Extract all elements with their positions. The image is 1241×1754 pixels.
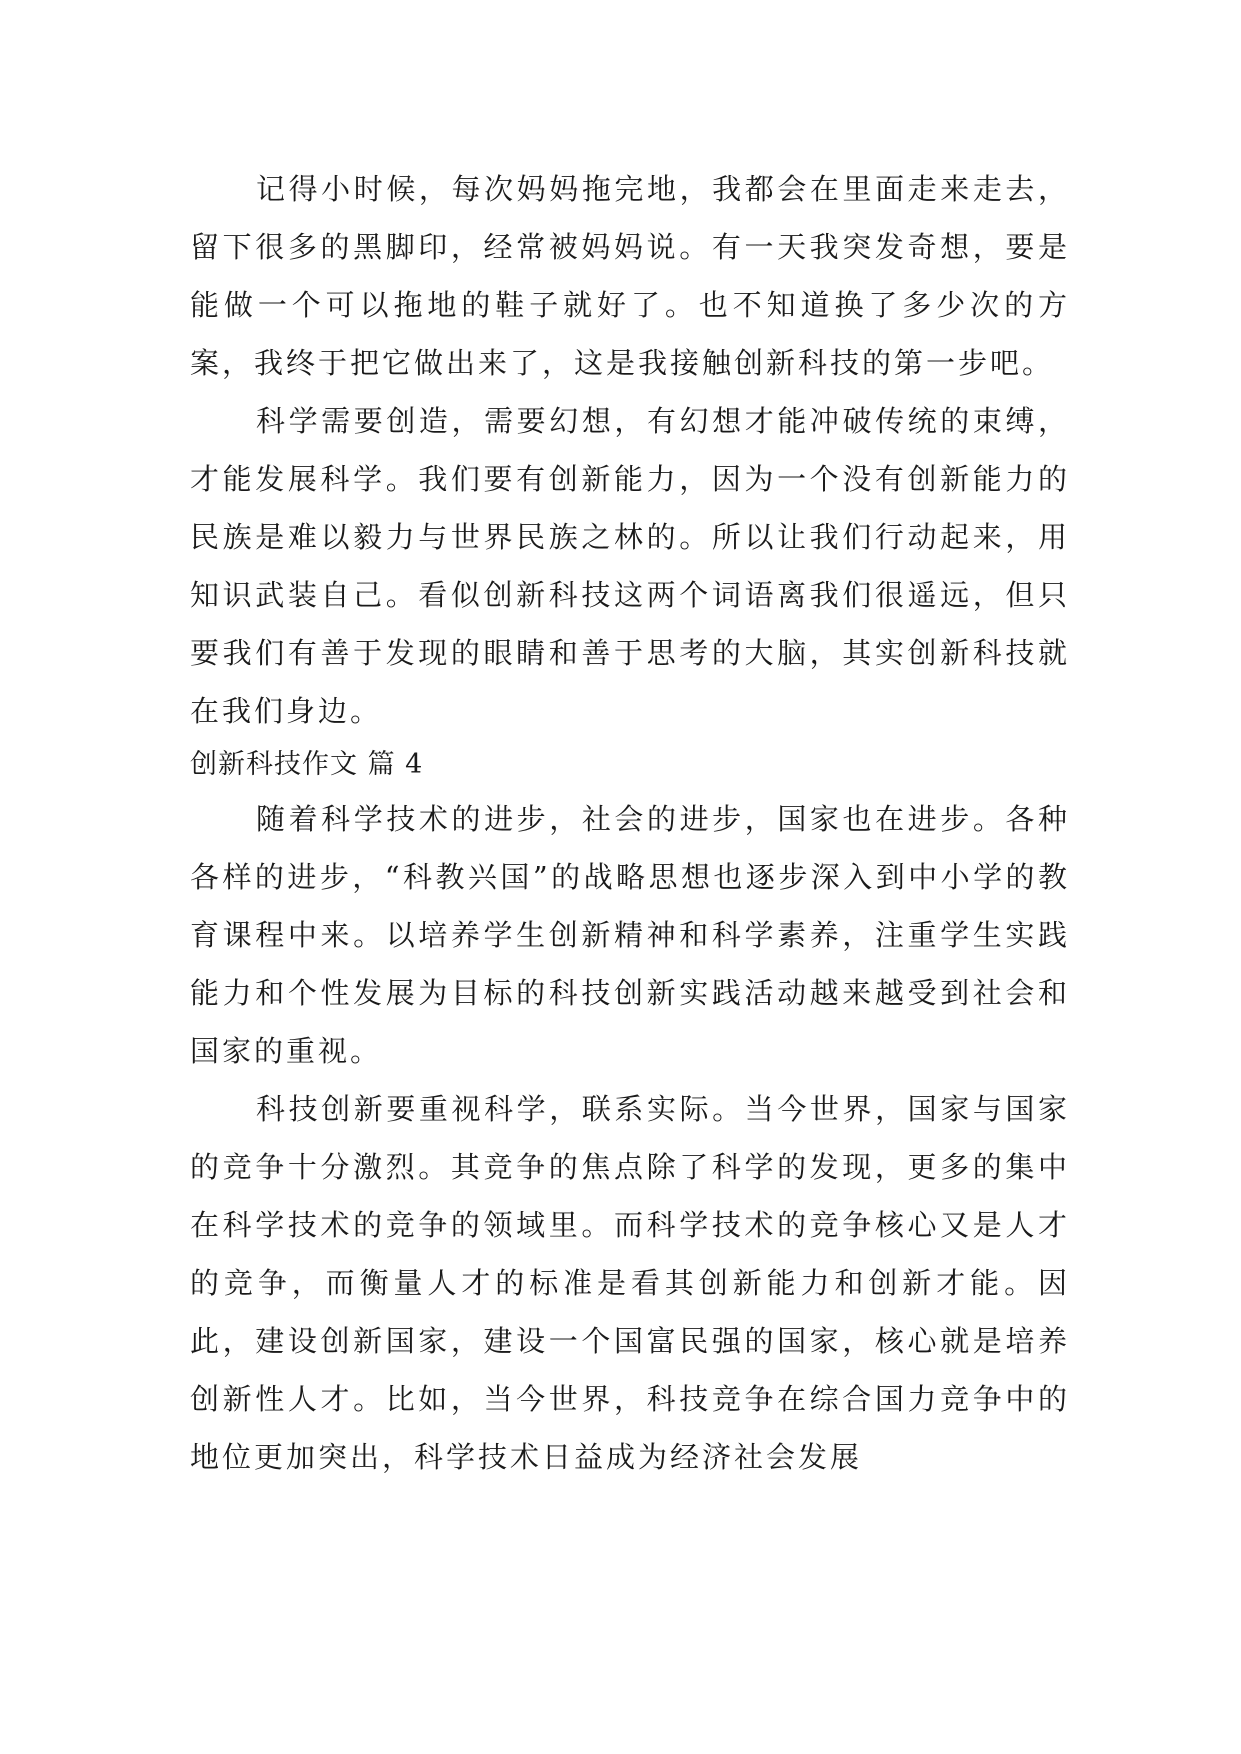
document-body	[190, 160, 1070, 1486]
section-heading: 创新科技作文 篇 4	[190, 749, 424, 780]
paragraph-science-needs-creativity: 科学需要创造，需要幻想，有幻想才能冲破传统的束缚，才能发展科学。我们要有创新能力，因为一个没有创新能力的民族是难以毅力与世界民族之林的。所以让我们行动起来，用知识武装自己。看似创新科技这两个词语离我们很遥远，但只要我们有善于发现的眼睛和善于思考的大脑，其实创新科技就在我们身边。	[190, 404, 1070, 728]
paragraph-childhood-story: 记得小时候，每次妈妈拖完地，我都会在里面走来走去，留下很多的黑脚印，经常被妈妈说。有一天我突发奇想，要是能做一个可以拖地的鞋子就好了。也不知道换了多少次的方案，我终于把它做出来了，这是我接触创新科技的第一步吧。	[190, 172, 1070, 380]
paragraph-innovation-talent: 科技创新要重视科学，联系实际。当今世界，国家与国家的竞争十分激烈。其竞争的焦点除了科学的发现，更多的集中在科学技术的竞争的领域里。而科学技术的竞争核心又是人才的竞争，而衡量人才的标准是看其创新能力和创新才能。因此，建设创新国家，建设一个国富民强的国家，核心就是培养创新性人才。比如，当今世界，科技竞争在综合国力竞争中的地位更加突出，科学技术日益成为经济社会发展	[190, 1092, 1070, 1474]
paragraph-technology-progress: 随着科学技术的进步，社会的进步，国家也在进步。各种各样的进步，“科教兴国”的战略思想也逐步深入到中小学的教育课程中来。以培养学生创新精神和科学素养，注重学生实践能力和个性发展为目标的科技创新实践活动越来越受到社会和国家的重视。	[190, 802, 1070, 1068]
